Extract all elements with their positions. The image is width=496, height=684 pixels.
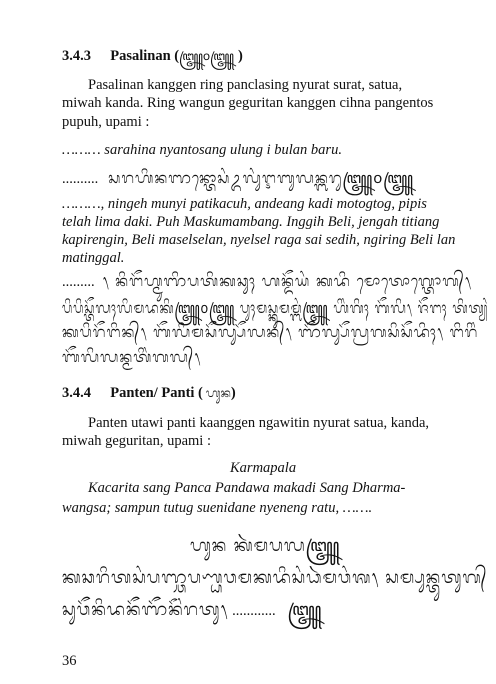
section-heading-344 <box>62 384 236 406</box>
example-latin-line: ……… sarahina nyantosang ulung i bulan baru. <box>62 142 342 158</box>
section-title: Pasalinan ( <box>110 48 180 64</box>
script-dots: .......... <box>62 171 99 187</box>
balinese-script-text: ᭞ ᬦᬶᬗᭂᬳ᭄ᬫᬸᬜᬶᬧᬢᬶᬓᬘᬸᬄ ᬳᬦ᭄ᬤᭂᬬᬂ ᬓᬤᬶ ᬫᭀᬢᭀᬕ᭄ᬢᭀᬕ᭄᭞ <box>102 272 472 290</box>
paragraph-line: miwah kanda. Ring wangun geguritan kanggen cihna pangentos <box>62 95 434 111</box>
example-latin-line: ………, ningeh munyi patikacuh, andeang kadi motogtog, pipis <box>62 196 427 212</box>
example-latin-line: matinggal. <box>62 250 125 266</box>
balinese-script-title: ᬳᬸᬦ ᬓᬃᬫᬧᬮ꧅ <box>190 536 341 556</box>
script-end-mark: ꧅ <box>287 600 323 620</box>
balinese-script-last-line <box>62 596 322 631</box>
balinese-script-text: ᬲᬸᬯᭂᬦᬶᬤᬦᭂᬜᭂᬦᭂᬂᬭᬢᬸ᭞ <box>62 600 229 620</box>
paragraph-line: pupuh, upami : <box>62 114 150 130</box>
example-script-line <box>62 270 472 297</box>
example-script-line <box>62 166 414 197</box>
section-title-script: ᬳᬸᬦ <box>205 386 231 400</box>
balinese-script-text: ᬓᬘᬭᬶᬢᬲᬂᬧᬜ᭄ᬘᬧᬡ᭄ᬟᬯᬫᬓᬤᬶᬲᬂᬥᬃᬫᬯᬂᬰ᭞ ᬲᬫ᭄ᬧᬸᬦ᭄ᬢᬸᬢᬸᬕ᭄ <box>62 568 488 588</box>
balinese-script-text: ᬓᬧᬶᬭᭂᬗᬶᬦ᭄᭞ ᬩᭂᬮᬶᬫᬲᭂᬮ᭄ᬲᭂᬮᬦ᭄᭞ ᬜᭂᬮ᭄ᬲᭂᬮ᭄ᬭᬕᬲᬶᬲᭂᬤᬶᬄ᭞ ᬗᬶᬭᬶᬂ <box>62 323 479 341</box>
example-latin-line: wangsa; sampun tutug suenidane nyeneng ratu, ……. <box>62 500 373 516</box>
balinese-script-text: ᬲᬭᬳᬶᬦᬜᬦ᭄ᬢᭀᬲᬂᬉᬮᬸᬂᬇᬩᬸᬮᬦ᭄ᬩᬭᬸ꧅꧐꧅ <box>108 169 415 187</box>
section-title-close: ) <box>230 385 236 401</box>
paragraph-line: Panten utawi panti kaanggen ngawitin nyurat satua, kanda, <box>88 415 430 431</box>
section-title-script: ꧅꧐꧅ <box>179 49 234 63</box>
example-title: Karmapala <box>230 460 297 476</box>
section-title: Panten/ Panti ( <box>110 385 203 401</box>
paragraph-line: Pasalinan kanggen ring panclasing nyurat surat, satua, <box>88 77 403 93</box>
example-latin-line: Kacarita sang Panca Pandawa makadi Sang Dharma- <box>88 480 406 496</box>
example-latin-line: telah lima daki. Puh Maskumambang. Inggih Beli, jengah titiang <box>62 214 440 230</box>
balinese-script-text: ᬩᭂᬮᬶᬮᬦ᭄ᬫᬢᬶᬂᬕᬮ᭄᭞ <box>62 348 202 366</box>
section-number: 3.4.4 <box>62 385 91 401</box>
section-number: 3.4.3 <box>62 48 91 64</box>
script-dots: ......... <box>62 274 95 290</box>
page-number: 36 <box>62 653 77 669</box>
section-heading-343 <box>62 47 243 71</box>
paragraph-line: miwah geguritan, upami : <box>62 433 211 449</box>
script-dots: ............ <box>232 603 276 619</box>
example-latin-line: kapirengin, Beli maselselan, nyelsel raga sai sedih, ngiring Beli lan <box>62 232 456 248</box>
section-title-close: ) <box>237 48 243 64</box>
balinese-script-text: ᬧᬶᬧᬶᬲ᭄ᬢᭂᬮᬄᬮᬶᬫᬤᬓᬶ꧅꧐꧅ ᬧᬸᬄᬫᬲ᭄ᬓᬸᬫᬫ᭄ᬩᬂ꧅ ᬳᬶᬂᬕᬶᬄ ᬩᭂᬮᬶ᭞ ᬚᭂᬗᬄ ᬢᬶᬢ᭄ᬬᬂ <box>62 299 489 317</box>
